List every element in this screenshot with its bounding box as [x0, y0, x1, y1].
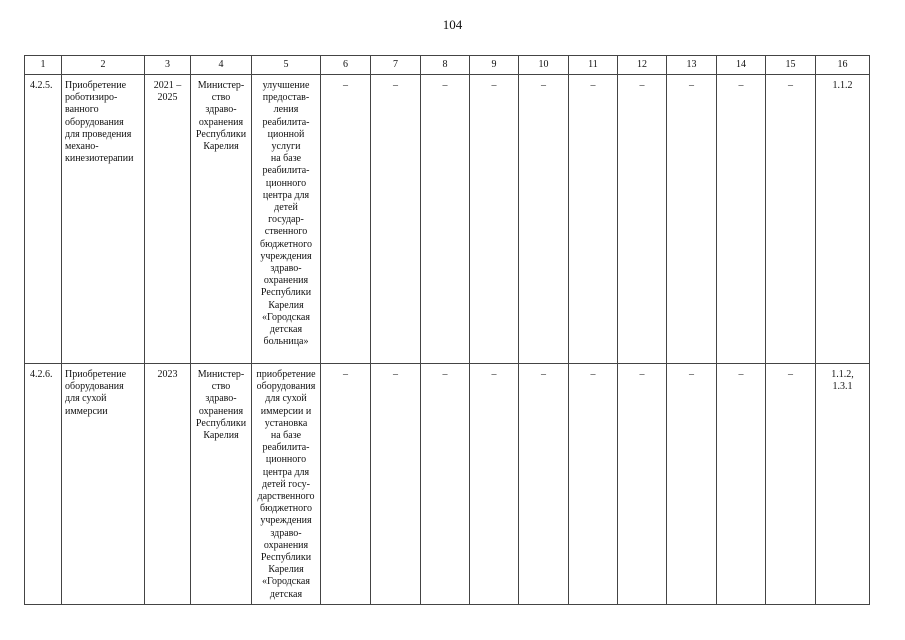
reference-cell: 1.1.2 [816, 75, 870, 364]
value-cell: – [470, 364, 519, 605]
value-cell: – [519, 75, 569, 364]
value-cell: – [667, 75, 717, 364]
value-cell: – [470, 75, 519, 364]
item-period: 2023 [145, 364, 191, 605]
header-cell: 4 [191, 56, 252, 75]
item-result: улучшение предостав- ления реабилита- ционной услуги на базе реабилита- ционного центра для детей государ- ственного бюджетного учреждения здраво- охранения Республики Карелия «Городская детская больница» [252, 75, 321, 364]
header-cell: 13 [667, 56, 717, 75]
value-cell: – [421, 75, 470, 364]
item-number: 4.2.5. [25, 75, 62, 364]
value-cell: – [717, 364, 766, 605]
header-cell: 9 [470, 56, 519, 75]
value-cell: – [618, 75, 667, 364]
value-cell: – [569, 75, 618, 364]
table-row [25, 75, 870, 364]
value-cell: – [766, 364, 816, 605]
header-cell: 3 [145, 56, 191, 75]
table-row [25, 364, 870, 605]
header-cell: 16 [816, 56, 870, 75]
value-cell: – [667, 364, 717, 605]
header-cell: 10 [519, 56, 569, 75]
item-name: Приобретение роботизиро- ванного оборудования для проведения механо- кинезиотерапии [62, 75, 145, 364]
item-period: 2021 – 2025 [145, 75, 191, 364]
item-executor: Министер- ство здраво- охранения Республики Карелия [191, 75, 252, 364]
item-number: 4.2.6. [25, 364, 62, 605]
header-cell: 11 [569, 56, 618, 75]
value-cell: – [766, 75, 816, 364]
page-number: 104 [442, 17, 463, 32]
value-cell: – [321, 364, 371, 605]
value-cell: – [519, 364, 569, 605]
value-cell: – [321, 75, 371, 364]
header-cell: 12 [618, 56, 667, 75]
value-cell: – [371, 75, 421, 364]
item-result: приобретение оборудования для сухой иммерсии и установка на базе реабилита- ционного центра для детей госу- дарственного бюджетного учреждения здраво- охранения Республики Карелия «Городская детская [252, 364, 321, 605]
value-cell: – [371, 364, 421, 605]
header-cell: 14 [717, 56, 766, 75]
item-executor: Министер- ство здраво- охранения Республики Карелия [191, 364, 252, 605]
header-cell: 15 [766, 56, 816, 75]
value-cell: – [717, 75, 766, 364]
header-cell: 2 [62, 56, 145, 75]
header-cell: 5 [252, 56, 321, 75]
header-cell: 6 [321, 56, 371, 75]
value-cell: – [421, 364, 470, 605]
value-cell: – [569, 364, 618, 605]
program-table [24, 55, 870, 605]
header-row [25, 56, 870, 75]
reference-cell: 1.1.2, 1.3.1 [816, 364, 870, 605]
value-cell: – [618, 364, 667, 605]
header-cell: 1 [25, 56, 62, 75]
header-cell: 7 [371, 56, 421, 75]
item-name: Приобретение оборудования для сухой иммерсии [62, 364, 145, 605]
header-cell: 8 [421, 56, 470, 75]
